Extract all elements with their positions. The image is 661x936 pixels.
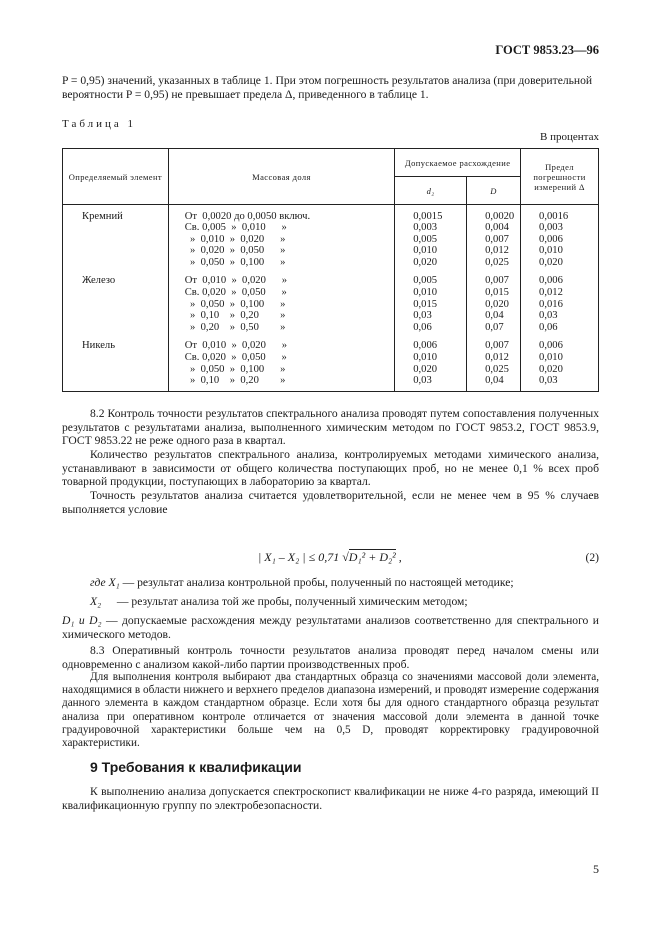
d2-cell-text: 0,005	[413, 233, 438, 245]
delta-cell	[521, 310, 599, 322]
d2-cell-text: 0,020	[413, 256, 438, 268]
d2-cell-text: 0,010	[413, 287, 438, 299]
D-cell	[467, 287, 521, 299]
delta-cell-text: 0,010	[539, 245, 563, 257]
mass-cell-text: » 0,050 » 0,100 »	[184, 363, 286, 375]
element-cell	[63, 275, 169, 287]
table-row	[63, 211, 599, 223]
D-cell-text: 0,025	[485, 363, 509, 375]
paragraph-8-3: 8.3 Оперативный контроль точности результатов анализа проводят перед началом смены или одновременно с анализом какой-либо партии производственных проб.	[62, 644, 599, 671]
delta-cell-text: 0,0016	[539, 210, 569, 222]
intro-paragraph: P = 0,95) значений, указанных в таблице 1. При этом погрешность результатов анализа (при доверительной вероятности P = 0,95) не превышает предела Δ, приведенного в таблице 1.	[62, 74, 593, 101]
delta-cell	[521, 257, 599, 269]
mass-cell	[168, 257, 395, 269]
element-cell	[63, 310, 169, 322]
d2-cell-text: 0,020	[413, 363, 438, 375]
D-cell-text: 0,007	[485, 275, 509, 287]
element-cell	[63, 352, 169, 364]
spacer-cell	[63, 387, 169, 392]
legend-row-2	[90, 595, 599, 609]
D-cell-text: 0,04	[485, 310, 504, 322]
D-cell	[467, 234, 521, 246]
legend-text: — результат анализа контрольной пробы, полученный по настоящей методике;	[122, 576, 514, 589]
mass-cell	[168, 299, 395, 311]
delta-cell	[521, 245, 599, 257]
spacer-cell	[467, 387, 521, 392]
d2-cell	[395, 375, 467, 387]
delta-cell	[521, 364, 599, 376]
spacer-cell	[521, 387, 599, 392]
spacer-cell	[467, 333, 521, 340]
D-cell-text: 0,007	[485, 233, 509, 245]
header-mass: Массовая доля	[168, 149, 395, 205]
paragraph-8-2c: Точность результатов анализа считается удовлетворительной, если не менее чем в 95 % случаев выполняется условие	[62, 489, 599, 516]
table-row	[63, 322, 599, 334]
D-cell-text: 0,020	[485, 298, 509, 310]
element-cell	[63, 257, 169, 269]
D-cell	[467, 352, 521, 364]
mass-cell	[168, 222, 395, 234]
d2-cell	[395, 245, 467, 257]
document-header: ГОСТ 9853.23—96	[495, 43, 599, 57]
mass-cell-text: » 0,050 » 0,100 »	[184, 256, 286, 268]
group-spacer	[63, 333, 599, 340]
table-row	[63, 352, 599, 364]
mass-cell-text: » 0,10 » 0,20 »	[184, 375, 286, 387]
formula-tail: ,	[395, 550, 402, 564]
delta-cell-text: 0,03	[539, 310, 558, 322]
delta-cell-text: 0,020	[539, 363, 563, 375]
mass-cell-text: Св. 0,005 » 0,010 »	[184, 222, 287, 234]
d2-cell	[395, 287, 467, 299]
table-row	[63, 245, 599, 257]
mass-cell	[168, 310, 395, 322]
spacer-cell	[467, 268, 521, 275]
delta-cell-text: 0,012	[539, 287, 563, 299]
D-cell	[467, 245, 521, 257]
delta-cell	[521, 275, 599, 287]
element-cell	[63, 322, 169, 334]
mass-cell-text: » 0,10 » 0,20 »	[184, 310, 286, 322]
mass-cell-text: » 0,050 » 0,100 »	[184, 298, 286, 310]
d2-cell-text: 0,015	[413, 298, 438, 310]
D-cell	[467, 364, 521, 376]
element-cell	[63, 287, 169, 299]
table-bottom	[63, 387, 599, 392]
mass-cell-text: От 0,010 » 0,020 »	[184, 275, 288, 287]
spacer-cell	[395, 268, 467, 275]
d2-cell-text: 0,03	[413, 310, 432, 322]
d2-cell	[395, 222, 467, 234]
spacer-cell	[395, 333, 467, 340]
table-row	[63, 299, 599, 311]
element-cell	[63, 222, 169, 234]
spacer-cell	[521, 268, 599, 275]
spacer-cell	[168, 333, 395, 340]
header-limit: Предел погрешности измерений Δ	[521, 149, 599, 205]
element-cell	[63, 375, 169, 387]
delta-cell-text: 0,020	[539, 256, 563, 268]
mass-cell-text: От 0,010 » 0,020 »	[184, 340, 288, 352]
d2-cell-text: 0,03	[413, 375, 432, 387]
d2-cell	[395, 257, 467, 269]
element-cell-text: Кремний	[82, 210, 123, 222]
table-row	[63, 257, 599, 269]
D-cell-text: 0,012	[485, 245, 509, 257]
D-cell-text: 0,025	[485, 256, 509, 268]
mass-cell	[168, 352, 395, 364]
D-cell	[467, 257, 521, 269]
spacer-cell	[168, 387, 395, 392]
mass-cell-text: » 0,010 » 0,020 »	[184, 233, 286, 245]
D-cell-text: 0,004	[485, 222, 509, 234]
mass-cell	[168, 234, 395, 246]
delta-cell	[521, 287, 599, 299]
mass-cell-text: От 0,0020 до 0,0050 включ.	[184, 210, 311, 222]
d2-cell-text: 0,003	[413, 222, 438, 234]
table-row	[63, 340, 599, 352]
D-cell	[467, 299, 521, 311]
delta-cell-text: 0,006	[539, 340, 563, 352]
D-cell	[467, 340, 521, 352]
D-cell-text: 0,007	[485, 340, 509, 352]
mass-cell	[168, 375, 395, 387]
mass-cell	[168, 287, 395, 299]
table-row	[63, 310, 599, 322]
delta-cell	[521, 234, 599, 246]
d2-cell	[395, 322, 467, 334]
formula-lhs: | X₁ – X₂ | ≤ 0,71	[258, 550, 340, 564]
legend-row-3	[62, 614, 599, 641]
d2-cell	[395, 211, 467, 223]
mass-cell	[168, 364, 395, 376]
delta-cell-text: 0,010	[539, 352, 563, 364]
delta-cell-text: 0,006	[539, 275, 563, 287]
d2-cell-text: 0,010	[413, 245, 438, 257]
element-cell-text: Железо	[82, 275, 116, 287]
delta-cell-text: 0,03	[539, 375, 558, 387]
delta-cell	[521, 322, 599, 334]
sqrt-icon: √	[342, 550, 349, 564]
D-cell	[467, 211, 521, 223]
mass-cell-text: Св. 0,020 » 0,050 »	[184, 352, 287, 364]
mass-cell	[168, 340, 395, 352]
element-cell	[63, 364, 169, 376]
d2-cell-text: 0,0015	[413, 210, 443, 222]
mass-cell	[168, 322, 395, 334]
table-row	[63, 287, 599, 299]
d2-cell	[395, 364, 467, 376]
d2-cell	[395, 310, 467, 322]
table-row	[63, 234, 599, 246]
paragraph-8-3b: Для выполнения контроля выбирают два стандартных образца со значениями массовой доли элемента, находящимися в области нижнего и верхнего пределов диапазона измерений, и проводят измерение содержания данного элемента в каждом стандартном образце. Если хотя бы для одного стандартного образца результат анализа при оперативном контроле отличается от значения массовой доли элемента в данной точке градуировочной характеристики больше чем на 0,5 D, проводят корректировку градуировочной характеристики.	[62, 671, 599, 750]
d2-cell	[395, 352, 467, 364]
table-1	[62, 148, 599, 392]
element-cell-text: Никель	[82, 340, 116, 352]
delta-cell-text: 0,003	[539, 222, 563, 234]
table-units: В процентах	[540, 131, 599, 143]
mass-cell	[168, 275, 395, 287]
legend-symbol: где X₁	[90, 576, 120, 589]
mass-cell-text: Св. 0,020 » 0,050 »	[184, 287, 287, 299]
paragraph-8-2b: Количество результатов спектрального анализа, контролируемых методами химического анализа, устанавливают в зависимости от общего количества поступающих проб, но не менее 0,1 % всех проб товарной продукции, поступающих в лабораторию за квартал.	[62, 448, 599, 489]
D-cell-text: 0,0020	[485, 210, 515, 222]
header-d2: d₂	[395, 177, 467, 205]
spacer-cell	[395, 387, 467, 392]
mass-cell-text: » 0,20 » 0,50 »	[184, 321, 286, 333]
mass-cell-text: » 0,020 » 0,050 »	[184, 245, 286, 257]
D-cell-text: 0,012	[485, 352, 509, 364]
delta-cell	[521, 211, 599, 223]
d2-cell	[395, 275, 467, 287]
table-row	[63, 275, 599, 287]
table-body	[63, 205, 599, 392]
table-caption: Таблица 1	[62, 118, 137, 130]
d2-cell	[395, 299, 467, 311]
formula-number: (2)	[585, 551, 599, 564]
D-cell	[467, 222, 521, 234]
delta-cell-text: 0,016	[539, 298, 563, 310]
table-row	[63, 375, 599, 387]
spacer-cell	[63, 268, 169, 275]
D-cell-text: 0,015	[485, 287, 509, 299]
d2-cell-text: 0,06	[413, 321, 432, 333]
section-9-heading: 9 Требования к квалификации	[90, 759, 302, 775]
legend-text: — допускаемые расхождения между результатами анализов соответственно для спектрального и химического методов.	[62, 614, 599, 641]
legend-symbol: X₂	[90, 595, 102, 608]
d2-cell	[395, 234, 467, 246]
d2-cell-text: 0,010	[413, 352, 438, 364]
page-number: 5	[593, 862, 599, 876]
delta-cell-text: 0,006	[539, 233, 563, 245]
legend-text: — результат анализа той же пробы, полученный химическим методом;	[116, 595, 468, 608]
table-row	[63, 364, 599, 376]
legend-row-1	[90, 576, 599, 590]
spacer-cell	[63, 333, 169, 340]
D-cell	[467, 275, 521, 287]
D-cell	[467, 310, 521, 322]
spacer-cell	[168, 268, 395, 275]
header-element: Определяемый элемент	[63, 149, 169, 205]
formula-2	[258, 550, 402, 565]
paragraph-9: К выполнению анализа допускается спектроскопист квалификации не ниже 4-го разряда, имеющий II квалификационную группу по электробезопасности.	[62, 785, 599, 812]
delta-cell	[521, 222, 599, 234]
header-D: D	[467, 177, 521, 205]
mass-cell	[168, 245, 395, 257]
D-cell	[467, 322, 521, 334]
group-spacer	[63, 268, 599, 275]
spacer-cell	[521, 333, 599, 340]
element-cell	[63, 299, 169, 311]
legend-symbol: D₁ и D₂	[62, 614, 102, 627]
delta-cell	[521, 375, 599, 387]
D-cell-text: 0,04	[485, 375, 504, 387]
delta-cell	[521, 299, 599, 311]
delta-cell-text: 0,06	[539, 321, 558, 333]
formula-radicand: D₁² + D₂²	[348, 550, 396, 564]
header-allowed: Допускаемое расхождение	[395, 149, 521, 177]
D-cell-text: 0,07	[485, 321, 504, 333]
element-cell	[63, 211, 169, 223]
mass-cell	[168, 211, 395, 223]
table-row	[63, 222, 599, 234]
element-cell	[63, 245, 169, 257]
delta-cell	[521, 352, 599, 364]
d2-cell-text: 0,005	[413, 275, 438, 287]
d2-cell-text: 0,006	[413, 340, 438, 352]
element-cell	[63, 340, 169, 352]
d2-cell	[395, 340, 467, 352]
delta-cell	[521, 340, 599, 352]
D-cell	[467, 375, 521, 387]
paragraph-8-2: 8.2 Контроль точности результатов спектрального анализа проводят путем сопоставления полученных результатов с результатами анализа, выполненного химическим методом по ГОСТ 9853.2, ГОСТ 9853.9, ГОСТ 9853.22 не реже одного раза в квартал.	[62, 407, 599, 448]
element-cell	[63, 234, 169, 246]
